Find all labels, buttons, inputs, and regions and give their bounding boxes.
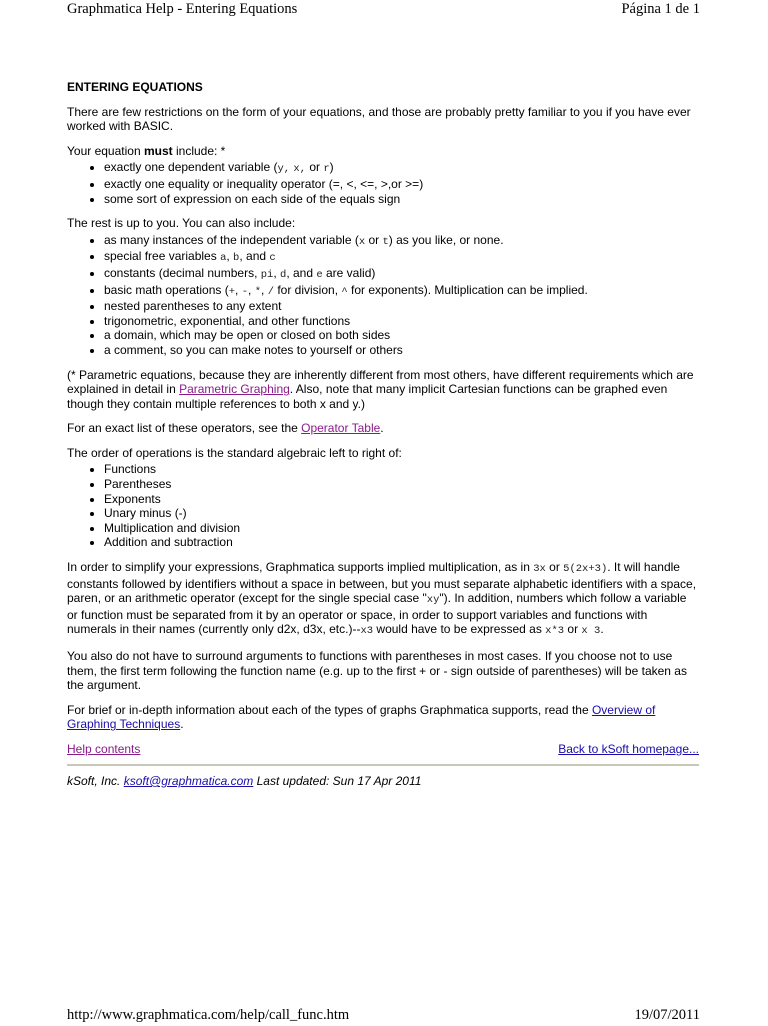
arguments-paragraph: You also do not have to surround arguments to functions with parentheses in most cases. If you choose not to use them, the first term following the function name (e.g. up to the first + or - sign outside of parentheses) will be taken as the argument. — [67, 649, 687, 693]
must-include-paragraph: Your equation must include: * — [67, 143, 226, 158]
nav-row — [67, 742, 699, 760]
list-item: • Multiplication and division — [104, 521, 699, 536]
must-bold: must — [143, 143, 173, 158]
print-footer-date: 19/07/2011 — [634, 1007, 700, 1023]
list-item: • a comment, so you can make notes to yourself or others — [104, 343, 699, 358]
operator-table-paragraph: For an exact list of these operators, see the Operator Table. — [67, 421, 384, 436]
list-item: • Parentheses — [104, 477, 699, 492]
back-to-homepage-link[interactable]: Back to kSoft homepage... — [558, 741, 699, 756]
also-include-paragraph: The rest is up to you. You can also include: — [67, 216, 296, 231]
print-header-title: Graphmatica Help - Entering Equations — [67, 1, 298, 17]
list-item: • Addition and subtraction — [104, 535, 699, 550]
list-item: • Exponents — [104, 492, 699, 507]
must-include-list — [67, 160, 699, 206]
footer-line: kSoft, Inc. ksoft@graphmatica.com Last updated: Sun 17 Apr 2011 — [67, 773, 422, 788]
print-header — [67, 0, 700, 20]
page-heading: ENTERING EQUATIONS — [67, 80, 203, 94]
list-item: • nested parentheses to any extent — [104, 299, 699, 314]
list-item: • as many instances of the independent variable (x or t) as you like, or none. — [104, 233, 699, 250]
list-item: • a domain, which may be open or closed on both sides — [104, 328, 699, 343]
also-include-list — [67, 233, 699, 358]
print-footer — [67, 1006, 700, 1026]
overview-of-graphing-link[interactable]: Overview of Graphing Techniques — [67, 702, 656, 732]
list-item: • some sort of expression on each side of the equals sign — [104, 192, 699, 207]
list-item: • constants (decimal numbers, pi, d, and e are valid) — [104, 266, 699, 283]
list-item: • Unary minus (-) — [104, 506, 699, 521]
help-contents-link[interactable]: Help contents — [67, 741, 141, 756]
order-of-operations-list — [67, 462, 699, 550]
email-link[interactable]: ksoft@graphmatica.com — [123, 773, 254, 788]
list-item: • trigonometric, exponential, and other functions — [104, 314, 699, 329]
parametric-note: (* Parametric equations, because they are inherently different from most others, have different requirements which are explained in detail in Parametric Graphing. Also, note that many implicit Cartesian functions can be graphed even though they contain multiple references to both x and y.) — [67, 367, 694, 411]
divider — [67, 764, 699, 766]
list-item: • special free variables a, b, and c — [104, 249, 699, 266]
print-header-page-number: Página 1 de 1 — [621, 1, 700, 17]
list-item: • basic math operations (+, -, *, / for division, ^ for exponents). Multiplication can be implied. — [104, 283, 699, 300]
help-content — [67, 80, 699, 789]
parametric-graphing-link[interactable]: Parametric Graphing — [179, 382, 290, 397]
list-item: • exactly one equality or inequality operator (=, <, <=, >,or >=) — [104, 177, 699, 192]
operator-table-link[interactable]: Operator Table — [301, 421, 381, 436]
list-item: • exactly one dependent variable (y, x, or r) — [104, 160, 699, 177]
overview-paragraph: For brief or in-depth information about each of the types of graphs Graphmatica supports, read the Overview of Graphing Techniques. — [67, 702, 656, 732]
print-footer-url: http://www.graphmatica.com/help/call_func.htm — [67, 1007, 350, 1023]
implied-multiplication-paragraph: In order to simplify your expressions, Graphmatica supports implied multiplication, as in 3x or 5(2x+3). It will handle constants followed by identifiers without a space in between, but you must separate alphabetic identifiers with a space, paren, or an arithmetic operator (except for the single special case "xy"). In addition, numbers which follow a variable or function must be separated from it by an operator or space, in order to support variables and functions with numerals in their names (currently only d2x, d3x, etc.)--x3 would have to be expressed as x*3 or x 3. — [67, 560, 697, 638]
order-intro: The order of operations is the standard algebraic left to right of: — [67, 445, 402, 460]
intro-paragraph: There are few restrictions on the form of your equations, and those are probably pretty familiar to you if you have ever worked with BASIC. — [67, 104, 691, 134]
list-item: • Functions — [104, 462, 699, 477]
